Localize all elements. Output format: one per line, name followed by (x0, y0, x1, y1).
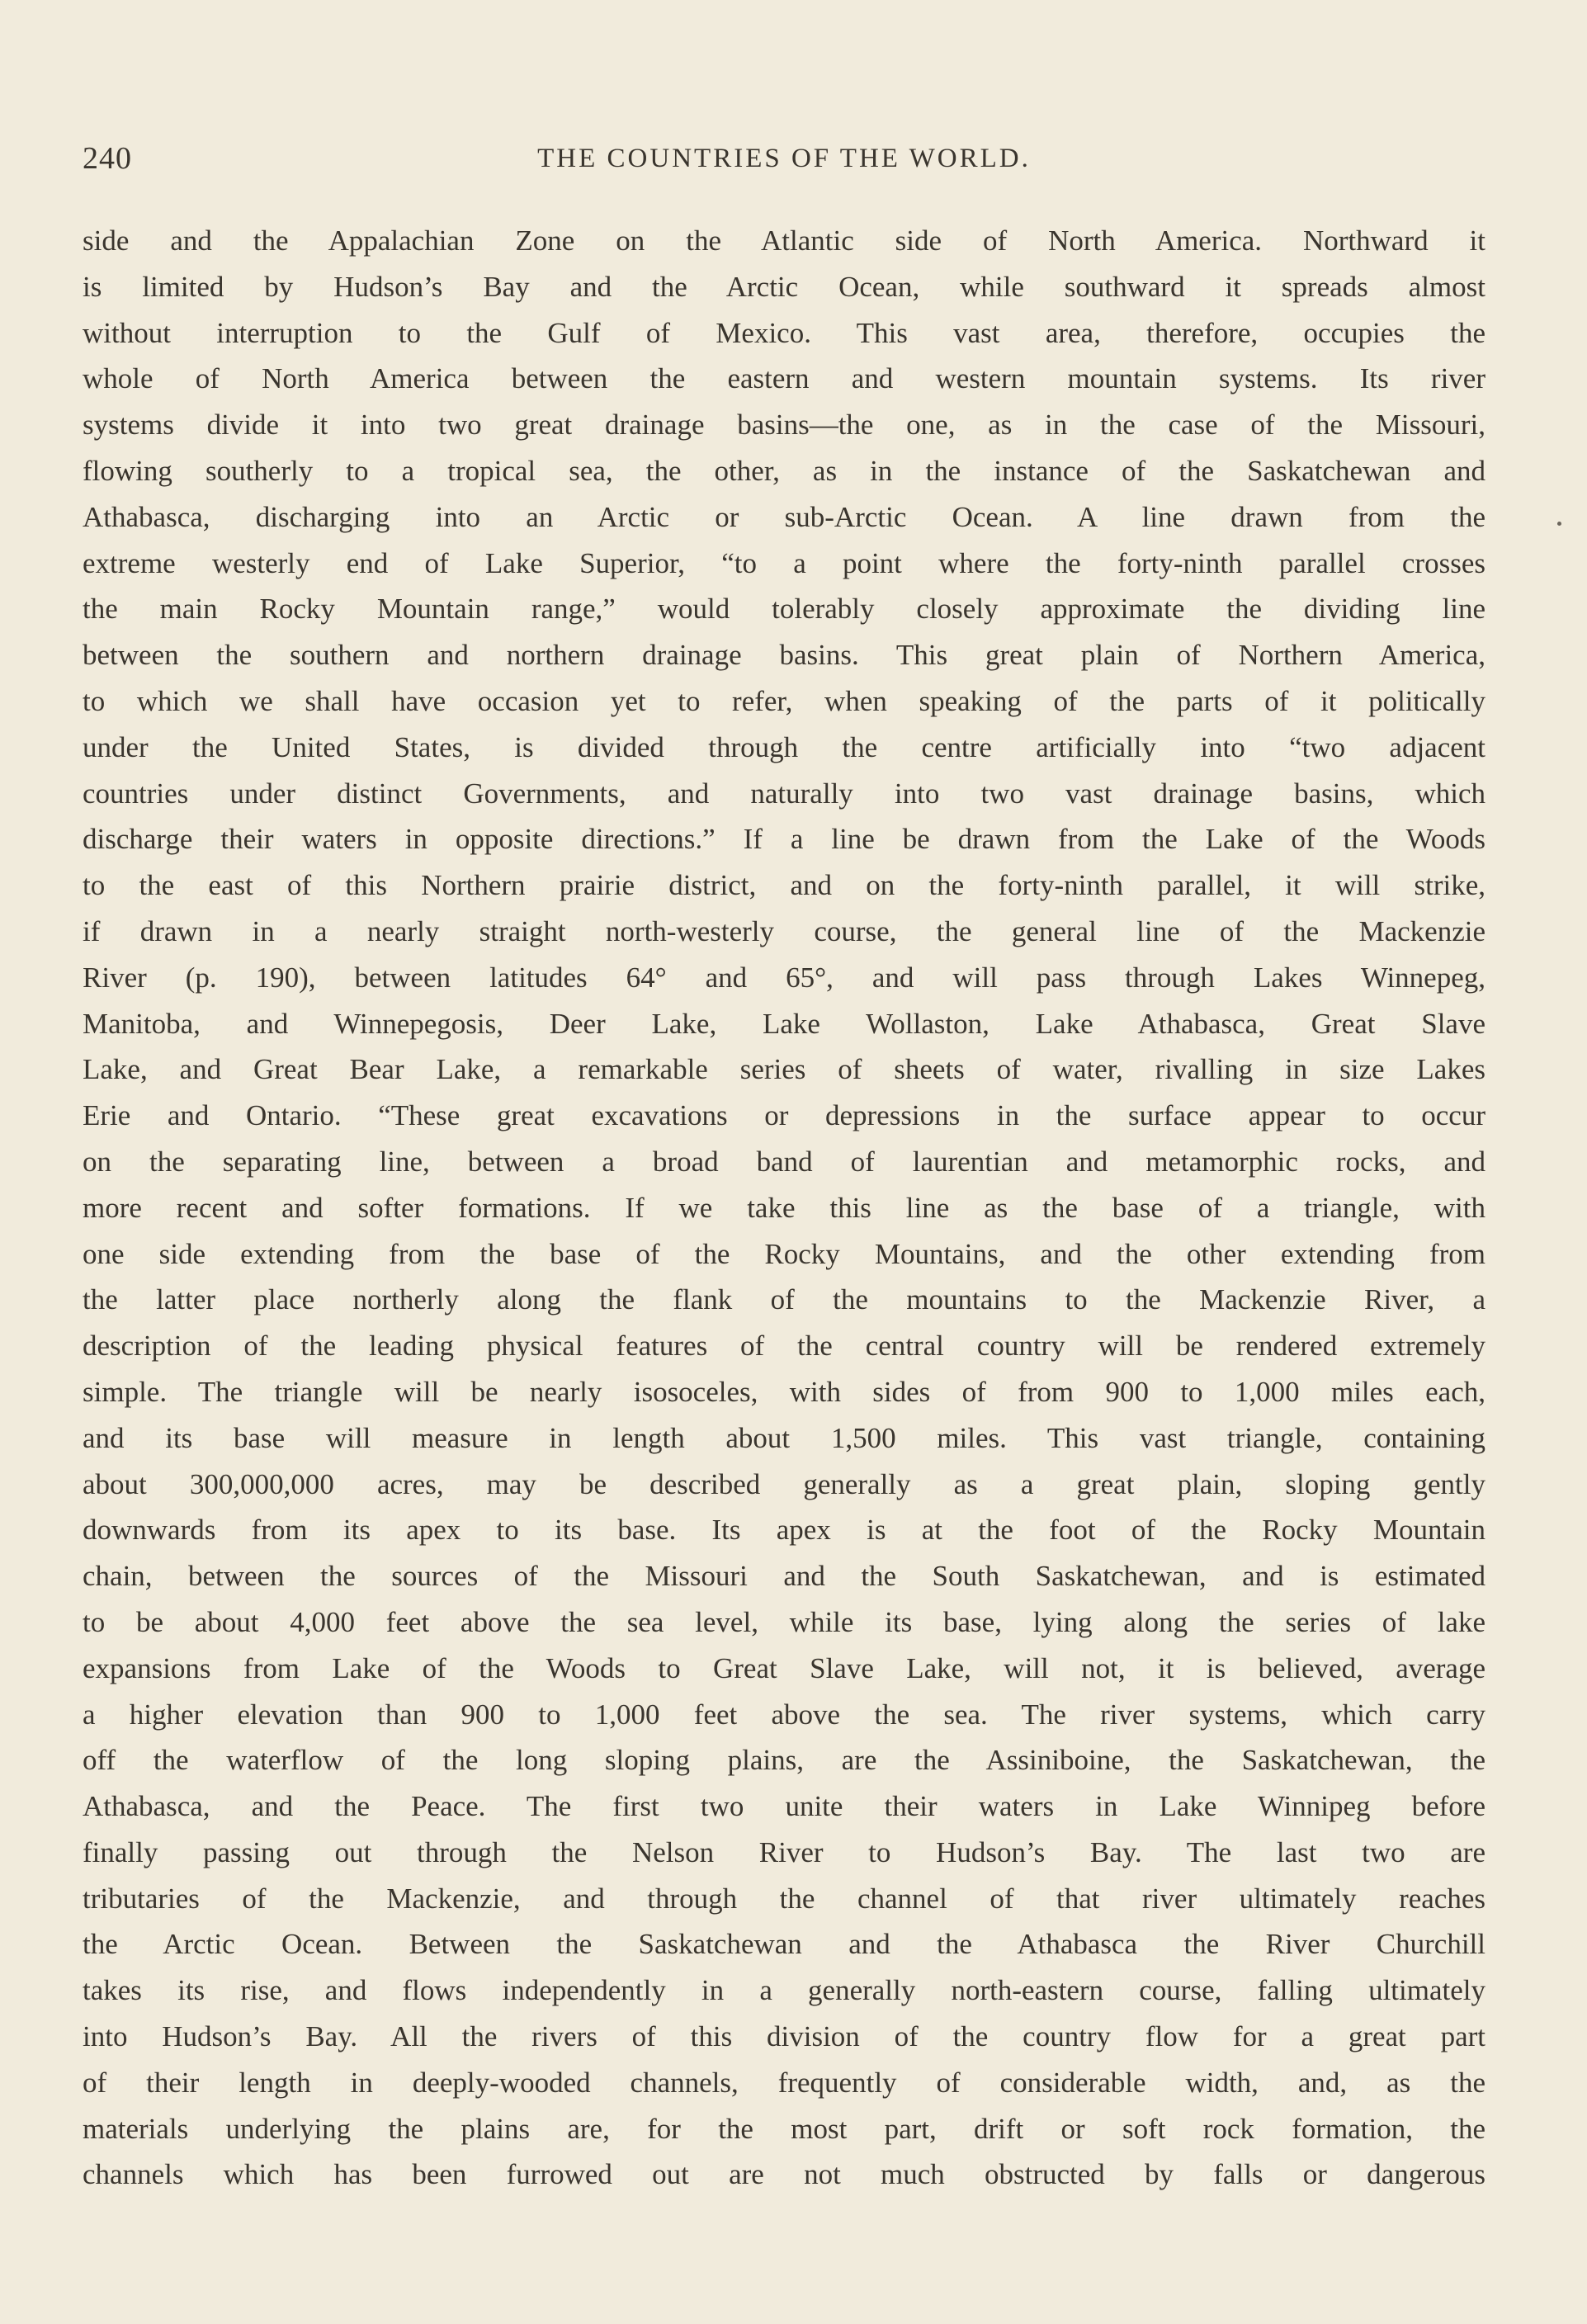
text-line: off the waterflow of the long sloping plains, are the Assiniboine, the Saskatchewan, the (83, 1744, 1485, 1777)
text-line: chain, between the sources of the Missouri and the South Saskatchewan, and is estimated (83, 1560, 1485, 1593)
text-line: a higher elevation than 900 to 1,000 feet above the sea. The river systems, which carry (83, 1698, 1485, 1731)
text-line: the Arctic Ocean. Between the Saskatchewan and the Athabasca the River Churchill (83, 1928, 1485, 1961)
text-line: on the separating line, between a broad band of laurentian and metamorphic rocks, and (83, 1145, 1485, 1178)
text-line: the main Rocky Mountain range,” would tolerably closely approximate the dividing line (83, 593, 1485, 626)
text-line: whole of North America between the eastern and western mountain systems. Its river (83, 362, 1485, 395)
text-line: downwards from its apex to its base. Its apex is at the foot of the Rocky Mountain (83, 1514, 1485, 1547)
body-text (83, 218, 1485, 2198)
text-line: to which we shall have occasion yet to refer, when speaking of the parts of it politically (83, 684, 1485, 717)
text-line: Athabasca, and the Peace. The first two unite their waters in Lake Winnipeg before (83, 1790, 1485, 1823)
text-line: description of the leading physical features of the central country will be rendered extremely (83, 1330, 1485, 1363)
text-line: one side extending from the base of the Rocky Mountains, and the other extending from (83, 1237, 1485, 1270)
page-header (83, 140, 1485, 182)
text-line: under the United States, is divided through the centre artificially into “two adjacent (83, 730, 1485, 763)
text-line: River (p. 190), between latitudes 64° and 65°, and will pass through Lakes Winnepeg, (83, 961, 1485, 994)
text-line: the latter place northerly along the flank of the mountains to the Mackenzie River, a (83, 1283, 1485, 1316)
text-line: countries under distinct Governments, and naturally into two vast drainage basins, which (83, 777, 1485, 810)
text-line: extreme westerly end of Lake Superior, “to a point where the forty-ninth parallel crosses (83, 546, 1485, 579)
text-line: without interruption to the Gulf of Mexico. This vast area, therefore, occupies the (83, 316, 1485, 349)
text-line: to the east of this Northern prairie district, and on the forty-ninth parallel, it will strike, (83, 869, 1485, 902)
text-line: channels which has been furrowed out are not much obstructed by falls or dangerous (83, 2158, 1485, 2191)
text-line: side and the Appalachian Zone on the Atlantic side of North America. Northward it (83, 224, 1485, 257)
text-line: more recent and softer formations. If we take this line as the base of a triangle, with (83, 1191, 1485, 1224)
text-line: Erie and Ontario. “These great excavations or depressions in the surface appear to occur (83, 1099, 1485, 1132)
text-line: systems divide it into two great drainage basins—the one, as in the case of the Missouri, (83, 409, 1485, 442)
text-line: and its base will measure in length about 1,500 miles. This vast triangle, containing (83, 1421, 1485, 1454)
text-line: into Hudson’s Bay. All the rivers of this division of the country flow for a great part (83, 2020, 1485, 2053)
text-line: Athabasca, discharging into an Arctic or sub-Arctic Ocean. A line drawn from the (83, 500, 1485, 533)
text-line: takes its rise, and flows independently in a generally north-eastern course, falling ultimately (83, 1974, 1485, 2007)
text-line: of their length in deeply-wooded channels, frequently of considerable width, and, as the (83, 2066, 1485, 2099)
margin-mark (1557, 522, 1561, 526)
text-line: flowing southerly to a tropical sea, the other, as in the instance of the Saskatchewan and (83, 454, 1485, 487)
text-line: finally passing out through the Nelson River to Hudson’s Bay. The last two are (83, 1835, 1485, 1868)
text-line: to be about 4,000 feet above the sea level, while its base, lying along the series of lake (83, 1605, 1485, 1638)
text-line: simple. The triangle will be nearly isosoceles, with sides of from 900 to 1,000 miles each, (83, 1375, 1485, 1408)
text-line: Lake, and Great Bear Lake, a remarkable series of sheets of water, rivalling in size Lakes (83, 1053, 1485, 1086)
text-line: Manitoba, and Winnepegosis, Deer Lake, Lake Wollaston, Lake Athabasca, Great Slave (83, 1007, 1485, 1040)
text-line: between the southern and northern drainage basins. This great plain of Northern America, (83, 639, 1485, 672)
text-line: tributaries of the Mackenzie, and through the channel of that river ultimately reaches (83, 1882, 1485, 1915)
text-line: about 300,000,000 acres, may be described generally as a great plain, sloping gently (83, 1467, 1485, 1500)
text-line: expansions from Lake of the Woods to Great Slave Lake, will not, it is believed, average (83, 1651, 1485, 1684)
text-line: discharge their waters in opposite directions.” If a line be drawn from the Lake of the Woods (83, 823, 1485, 856)
text-line: materials underlying the plains are, for the most part, drift or soft rock formation, the (83, 2112, 1485, 2145)
text-line: if drawn in a nearly straight north-westerly course, the general line of the Mackenzie (83, 914, 1485, 947)
page-number: 240 (83, 141, 132, 176)
text-line: is limited by Hudson’s Bay and the Arctic Ocean, while southward it spreads almost (83, 270, 1485, 303)
running-title: THE COUNTRIES OF THE WORLD. (537, 144, 1031, 173)
